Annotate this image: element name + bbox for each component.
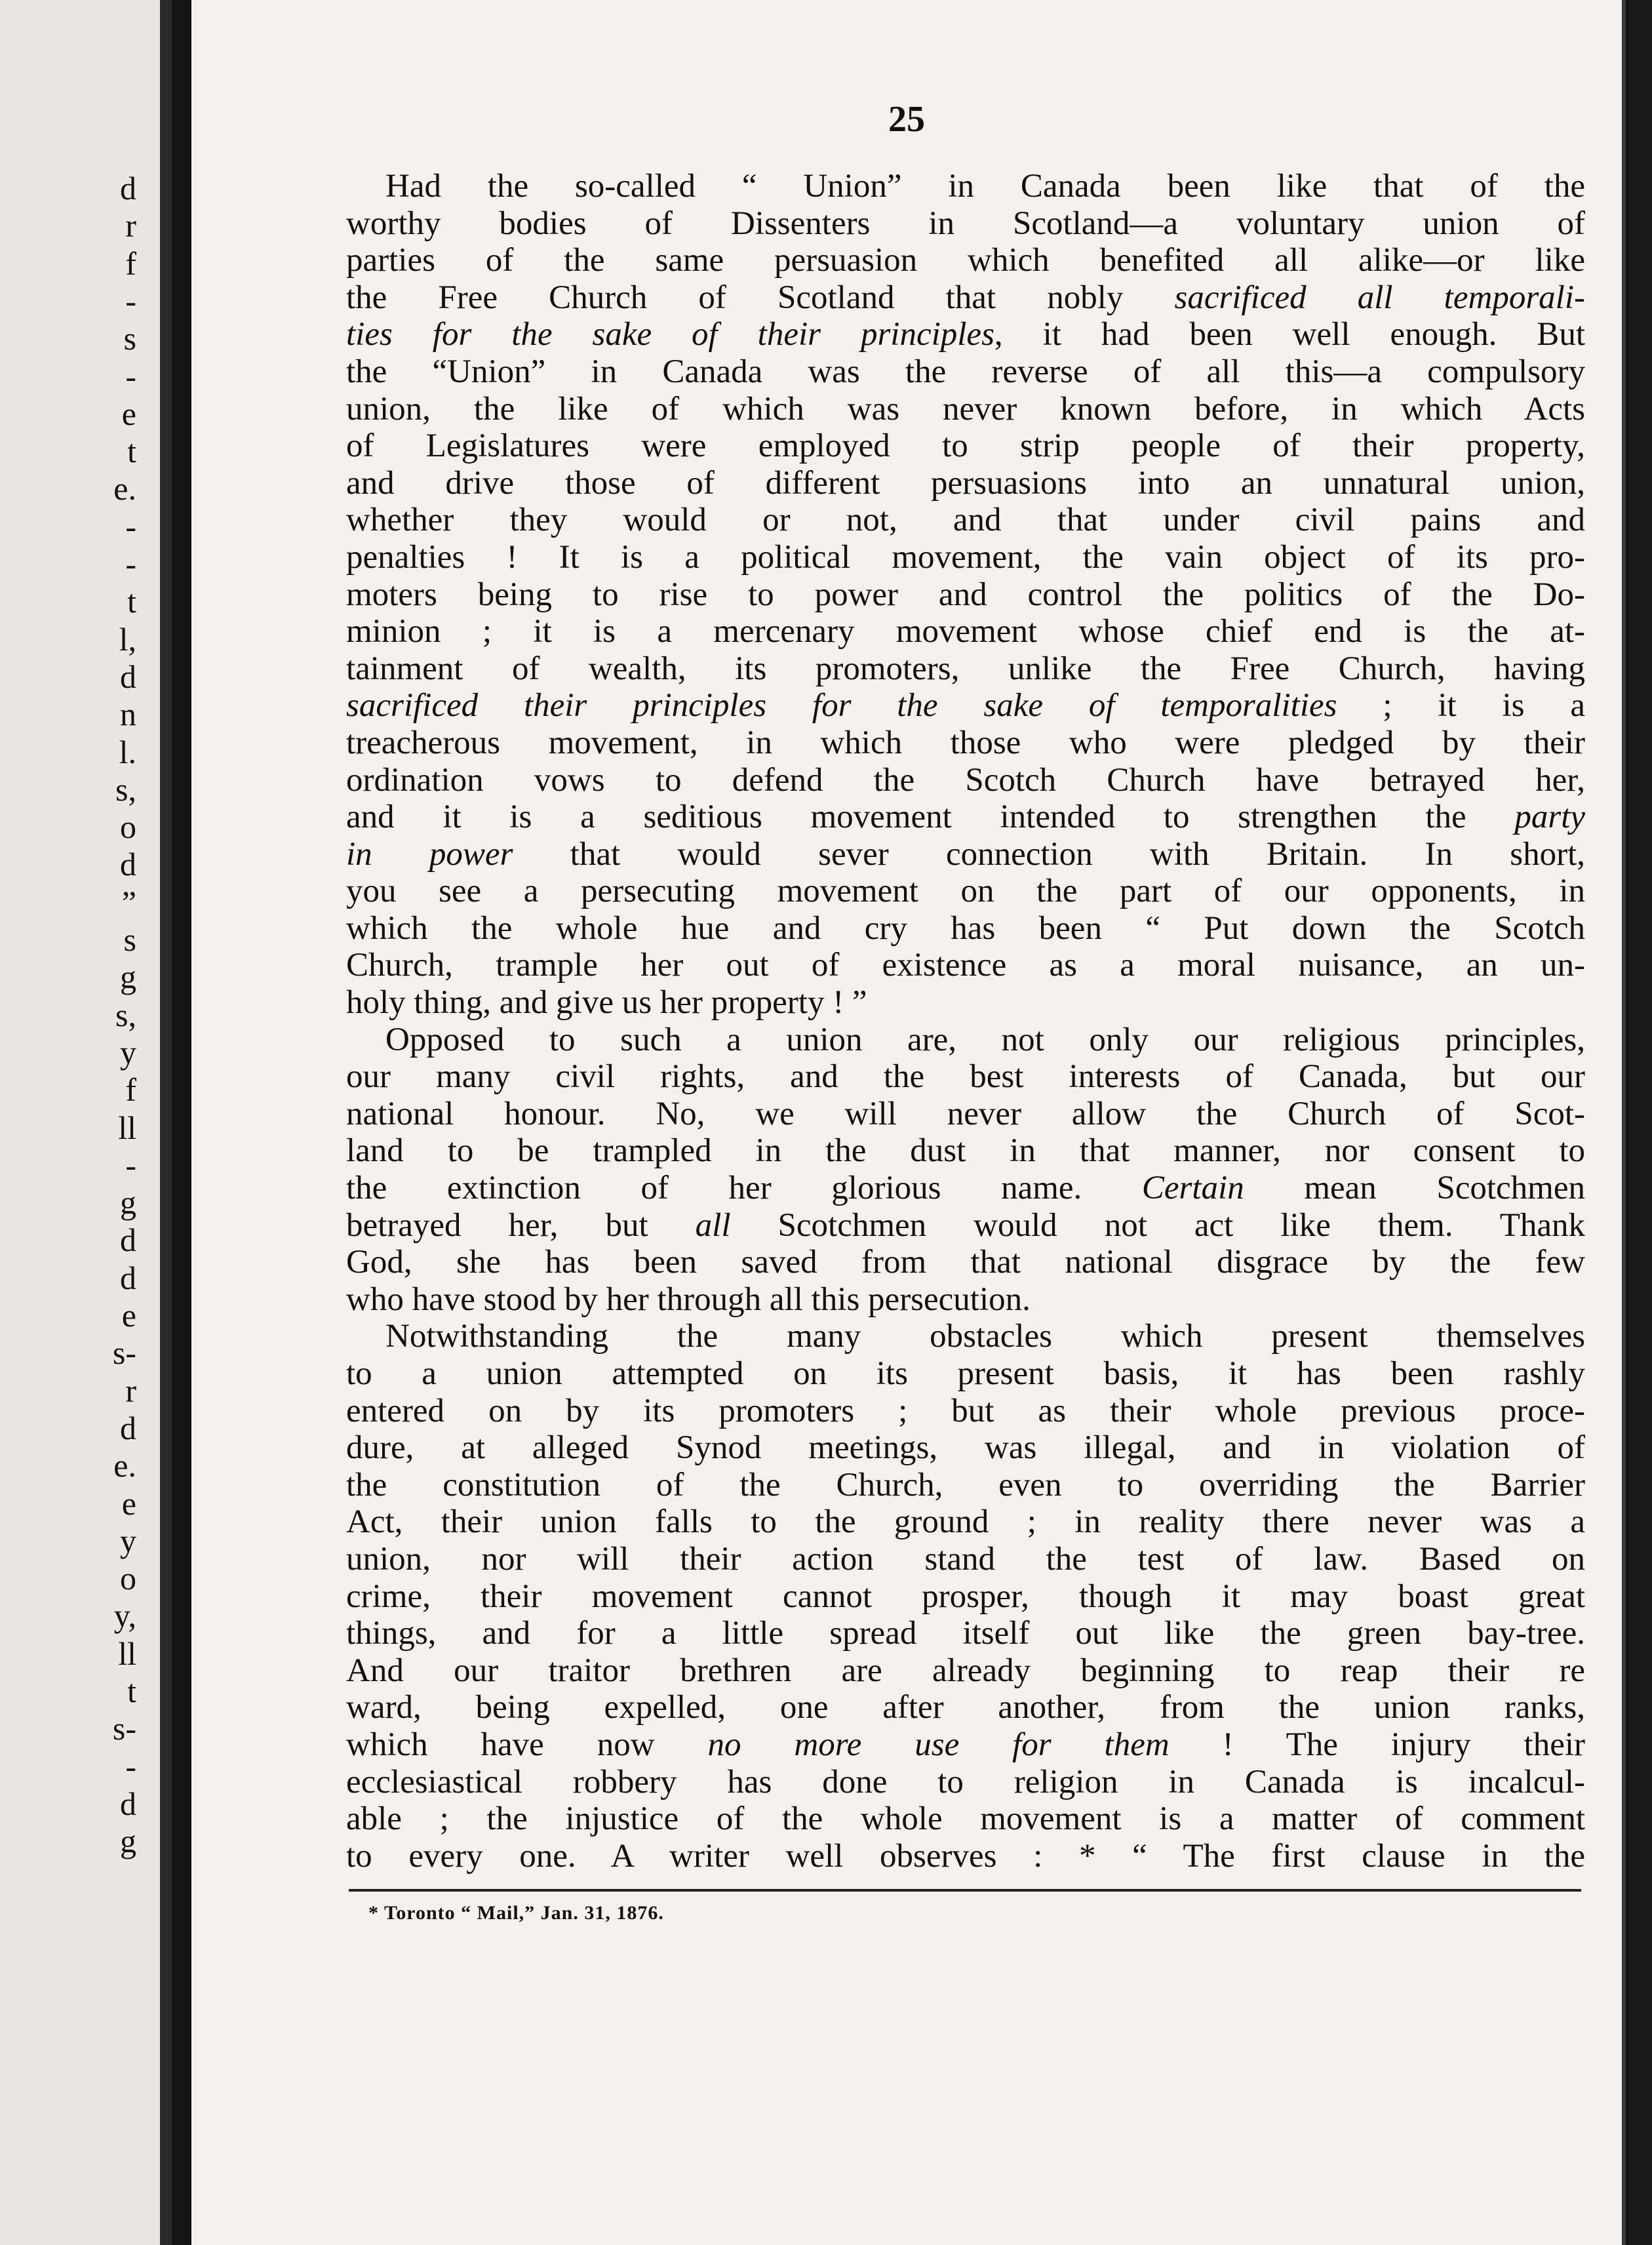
facing-page-fragment: d	[120, 1409, 136, 1446]
facing-page-fragment: g	[120, 1184, 136, 1222]
facing-page-fragment: s	[123, 320, 136, 357]
text-line: of Legislatures were employed to strip people of their property,	[346, 427, 1585, 465]
facing-page-edge	[0, 0, 172, 2245]
text-line: Act, their union falls to the ground ; in reality there never was a	[346, 1503, 1585, 1541]
page-number: 25	[888, 99, 925, 140]
facing-page-fragment: d	[120, 658, 136, 695]
facing-page-fragment: y	[120, 1033, 136, 1071]
facing-page-fragment: -	[125, 546, 136, 582]
text-line: and drive those of different persuasions into an unnatural union,	[346, 464, 1585, 502]
facing-page-fragment: d	[120, 846, 136, 883]
facing-page-fragment: e	[121, 395, 136, 432]
facing-page-fragment: s,	[115, 770, 136, 808]
facing-page-fragment: f	[125, 245, 136, 282]
italic-phrase: all	[695, 1206, 731, 1244]
facing-page-fragment: s-	[112, 1334, 136, 1372]
facing-page-fragment: y	[120, 1522, 136, 1559]
text-line: ties for the sake of their principles, it had been well enough. But	[346, 316, 1585, 353]
facing-page-fragment: t	[127, 583, 136, 620]
facing-page-fragment: e.	[113, 1447, 136, 1484]
facing-page-fragment: s,	[115, 996, 136, 1033]
facing-page-fragment: d	[120, 170, 136, 207]
facing-page-fragment: l,	[119, 620, 136, 658]
facing-page-fragment: e.	[113, 470, 136, 507]
facing-page-fragment: g	[120, 959, 136, 996]
facing-page-fragment: ”	[121, 883, 136, 921]
italic-phrase: sacrificed all temporali-	[1174, 279, 1585, 316]
text-line: parties of the same persuasion which benefited all alike—or like	[346, 242, 1585, 279]
facing-page-fragment: r	[125, 1372, 136, 1409]
text-line: and it is a seditious movement intended to strengthen the party	[346, 799, 1585, 836]
italic-phrase: sacrificed their principles for the sake of temporalities	[346, 687, 1337, 725]
text-line: And our traitor brethren are already beginning to reap their re	[346, 1652, 1585, 1689]
paragraph-1	[346, 168, 1585, 1022]
text-line: God, she has been saved from that national disgrace by the few	[346, 1244, 1585, 1281]
text-line: Church, trample her out of existence as a moral nuisance, an un-	[346, 947, 1585, 984]
text-line: betrayed her, but all Scotchmen would not act like them. Thank	[346, 1206, 1585, 1244]
paragraph-3	[346, 1318, 1585, 1875]
italic-phrase: ties for the sake of their principles	[346, 316, 994, 353]
text-line: union, the like of which was never known before, in which Acts	[346, 390, 1585, 427]
text-line: ecclesiastical robbery has done to religion in Canada is incalcul-	[346, 1763, 1585, 1800]
facing-page-fragment: o	[120, 808, 136, 846]
text-line: which the whole hue and cry has been “ Put down the Scotch	[346, 909, 1585, 947]
text-line: Notwithstanding the many obstacles which present themselves	[385, 1318, 1585, 1355]
footnote: * Toronto “ Mail,” Jan. 31, 1876.	[368, 1902, 664, 1924]
italic-phrase: party	[1514, 799, 1585, 836]
facing-page-fragment: -	[125, 282, 136, 319]
text-line: in power that would sever connection with Britain. In short,	[346, 835, 1586, 873]
text-line: you see a persecuting movement on the part of our opponents, in	[346, 873, 1585, 910]
facing-page-fragment: d	[120, 1222, 136, 1259]
text-line: Opposed to such a union are, not only our religious principles,	[385, 1021, 1585, 1058]
text-line: ordination vows to defend the Scotch Church have betrayed her,	[346, 761, 1585, 799]
facing-page-fragment: -	[125, 1747, 136, 1785]
text-line: penalties ! It is a political movement, the vain object of its pro-	[346, 538, 1585, 576]
facing-page-fragment: t	[127, 433, 136, 470]
facing-page-fragment: l.	[119, 733, 136, 770]
facing-page-fragment: s	[123, 921, 136, 958]
text-line: Had the so-called “ Union” in Canada been like that of the	[385, 168, 1585, 205]
text-line: to every one. A writer well observes : * “ The first clause in the	[346, 1837, 1585, 1875]
text-line: the extinction of her glorious name. Certain mean Scotchmen	[346, 1170, 1585, 1207]
facing-page-fragment: -	[125, 507, 136, 545]
text-line: ward, being expelled, one after another, from the union ranks,	[346, 1689, 1585, 1726]
text-line: the “Union” in Canada was the reverse of all this—a compulsory	[346, 353, 1585, 390]
text-line: land to be trampled in the dust in that manner, nor consent to	[346, 1132, 1585, 1170]
book-page	[191, 0, 1626, 2245]
paragraph-2	[346, 1022, 1585, 1319]
text-line: whether they would or not, and that under civil pains and	[346, 502, 1585, 539]
facing-page-fragment: -	[125, 357, 136, 395]
text-line: holy thing, and give us her property ! ”	[346, 984, 867, 1022]
footnote-rule	[349, 1889, 1581, 1892]
text-line: to a union attempted on its present basis, it has been rashly	[346, 1355, 1585, 1392]
italic-phrase: Certain	[1141, 1170, 1244, 1207]
text-line: tainment of wealth, its promoters, unlike the Free Church, having	[346, 650, 1585, 687]
text-line: the constitution of the Church, even to overriding the Barrier	[346, 1466, 1585, 1503]
text-line: treacherous movement, in which those who were pledged by their	[346, 724, 1585, 761]
facing-page-fragment: ll	[118, 1635, 136, 1672]
facing-page-fragment: t	[127, 1673, 136, 1709]
text-line: minion ; it is a mercenary movement whose chief end is the at-	[346, 613, 1585, 650]
text-line: crime, their movement cannot prosper, though it may boast great	[346, 1578, 1585, 1615]
text-line: sacrificed their principles for the sake of temporalities ; it is a	[346, 687, 1585, 725]
facing-page-fragment: y,	[113, 1597, 136, 1635]
text-line: able ; the injustice of the whole movement is a matter of comment	[346, 1800, 1585, 1838]
facing-page-fragment: r	[125, 207, 136, 245]
facing-page-fragment: f	[125, 1071, 136, 1109]
text-line: union, nor will their action stand the test of law. Based on	[346, 1540, 1585, 1578]
facing-page-fragment: g	[120, 1823, 136, 1860]
text-line: which have now no more use for them ! The injury their	[346, 1726, 1585, 1763]
text-line: things, and for a little spread itself out like the green bay-tree.	[346, 1615, 1585, 1652]
facing-page-fragment: o	[120, 1560, 136, 1597]
text-line: moters being to rise to power and control the politics of the Do-	[346, 576, 1585, 613]
body-text	[346, 168, 1585, 1875]
facing-page-fragment: e	[121, 1484, 136, 1522]
text-line: entered on by its promoters ; but as their whole previous proce-	[346, 1392, 1585, 1429]
text-line: dure, at alleged Synod meetings, was illegal, and in violation of	[346, 1429, 1585, 1467]
facing-page-fragment: n	[120, 696, 136, 733]
italic-phrase: in power	[346, 835, 513, 873]
facing-page-fragment: -	[125, 1146, 136, 1183]
facing-page-fragment: s-	[112, 1710, 136, 1747]
facing-page-fragment: ll	[118, 1109, 136, 1146]
text-line: our many civil rights, and the best interests of Canada, but our	[346, 1058, 1585, 1096]
text-line: national honour. No, we will never allow the Church of Scot-	[346, 1095, 1585, 1132]
text-line: the Free Church of Scotland that nobly sacrificed all temporali-	[346, 279, 1585, 316]
facing-page-fragment: d	[120, 1785, 136, 1822]
facing-page-fragment: d	[120, 1259, 136, 1296]
facing-page-fragment: e	[121, 1297, 136, 1334]
text-line: worthy bodies of Dissenters in Scotland—a voluntary union of	[346, 205, 1585, 242]
text-line: who have stood by her through all this persecution.	[346, 1281, 1031, 1318]
italic-phrase: no more use for them	[707, 1726, 1170, 1763]
scan-border	[1630, 0, 1652, 2245]
